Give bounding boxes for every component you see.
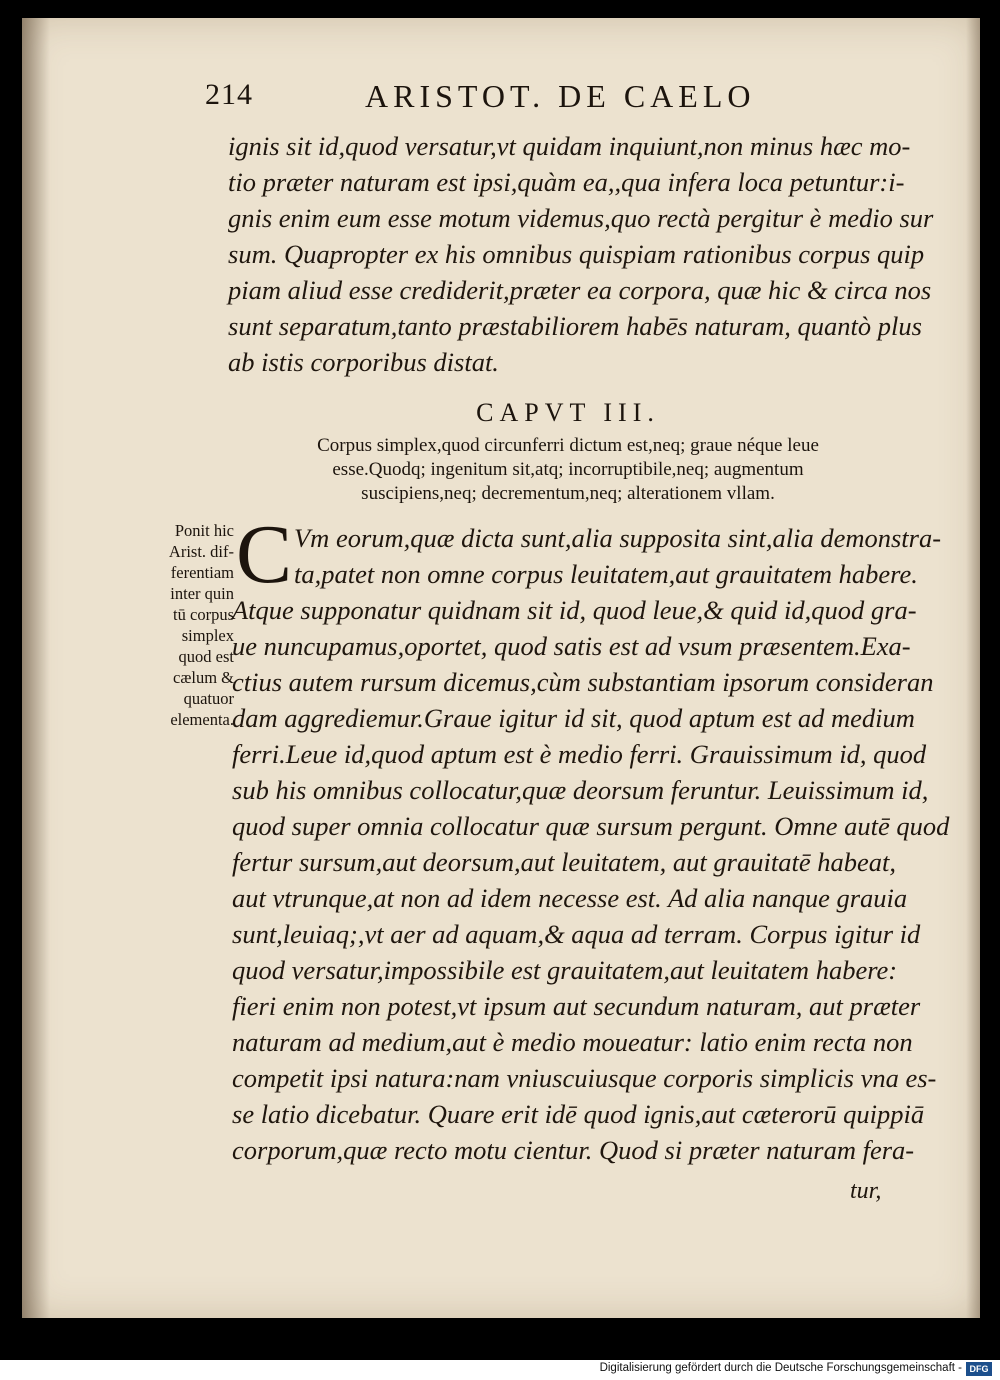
margin-line: Ponit hic: [174, 521, 234, 540]
margin-line: inter quin: [170, 584, 234, 603]
footer-bar: [0, 1360, 1000, 1380]
text-line: quod versatur,impossibile est grauitatem,aut leuitatem habere:: [232, 955, 898, 985]
text-line: se latio dicebatur. Quare erit idē quod ignis,aut cæterorū quippiā: [232, 1099, 925, 1129]
text-line: gnis enim eum esse motum videmus,quo rectà pergitur è medio sur: [228, 203, 934, 233]
page-number: 214: [205, 78, 253, 111]
margin-line: elementa.: [170, 710, 234, 729]
summary-line: Corpus simplex,quod circunferri dictum est,neq; graue néque leue: [317, 435, 819, 456]
text-line: competit ipsi natura:nam vniuscuiusque corporis simplicis vna es-: [232, 1063, 937, 1093]
running-title: ARISTOT. DE CAELO: [365, 78, 756, 114]
text-line: aut vtrunque,at non ad idem necesse est. Ad alia nanque grauia: [232, 883, 908, 913]
text-line: ignis sit id,quod versatur,vt quidam inquiunt,non minus hæc mo-: [228, 131, 911, 161]
paragraph-1: [228, 128, 934, 380]
text-line: Vm eorum,quæ dicta sunt,alia supposita sint,alia demonstra-: [294, 523, 942, 553]
margin-line: tū corpus: [173, 605, 234, 624]
text-line: sunt,leuiaq;,vt aer ad aquam,& aqua ad terram. Corpus igitur id: [232, 919, 921, 949]
text-line: fieri enim non potest,vt ipsum aut secundum naturam, aut præter: [232, 991, 921, 1021]
gutter-shadow: [22, 18, 50, 1318]
text-line: ta,patet non omne corpus leuitatem,aut grauitatem habere.: [294, 559, 918, 589]
text-line: naturam ad medium,aut è medio moueatur: latio enim recta non: [232, 1027, 913, 1057]
chapter-summary: [228, 434, 908, 506]
text-line: dam aggrediemur.Graue igitur id sit, quod aptum est ad medium: [232, 703, 915, 733]
page-header: [205, 72, 785, 122]
paragraph-2: [232, 508, 950, 1168]
catchword: tur,: [850, 1178, 882, 1204]
text-line: piam aliud esse crediderit,præter ea corpora, quæ hic & circa nos: [228, 275, 932, 305]
margin-line: simplex: [181, 626, 234, 645]
margin-line: Arist. dif-: [168, 542, 234, 561]
text-line: sum. Quapropter ex his omnibus quispiam rationibus corpus quip: [228, 239, 925, 269]
text-line: quod super omnia collocatur quæ sursum pergunt. Omne autē quod: [232, 811, 950, 841]
margin-line: quatuor: [183, 689, 234, 708]
text-line: Atque supponatur quidnam sit id, quod leue,& quid id,quod gra-: [232, 595, 917, 625]
summary-line: suscipiens,neq; decrementum,neq; alterationem vllam.: [361, 483, 775, 504]
text-line: tio præter naturam est ipsi,quàm ea,,qua infera loca petuntur:i-: [228, 167, 905, 197]
margin-note: [126, 520, 234, 730]
summary-line: esse.Quodq; ingenitum sit,atq; incorruptibile,neq; augmentum: [332, 459, 804, 480]
page-edge: [966, 18, 980, 1318]
text-line: fertur sursum,aut deorsum,aut leuitatem, aut grauitatē habeat,: [232, 847, 896, 877]
chapter-title: CAPVT III.: [476, 398, 660, 427]
dfg-logo-icon: DFG: [966, 1362, 992, 1376]
drop-cap: C: [236, 508, 293, 601]
margin-line: ferentiam: [170, 563, 234, 582]
text-line: ferri.Leue id,quod aptum est è medio ferri. Grauissimum id, quod: [232, 739, 927, 769]
text-line: sub his omnibus collocatur,quæ deorsum feruntur. Leuissimum id,: [232, 775, 929, 805]
text-line: corporum,quæ recto motu cientur. Quod si præter naturam fera-: [232, 1135, 915, 1165]
text-line: sunt separatum,tanto præstabiliorem habēs naturam, quantò plus: [228, 311, 922, 341]
text-line: ab istis corporibus distat.: [228, 347, 499, 377]
margin-line: cælum &: [173, 668, 234, 687]
footer-credit: Digitalisierung gefördert durch die Deutsche Forschungsgemeinschaft -: [599, 1362, 962, 1374]
margin-line: quod est: [178, 647, 234, 666]
text-line: ue nuncupamus,oportet, quod satis est ad vsum præsentem.Exa-: [232, 631, 911, 661]
text-line: ctius autem rursum dicemus,cùm substantiam ipsorum consideran: [232, 667, 934, 697]
